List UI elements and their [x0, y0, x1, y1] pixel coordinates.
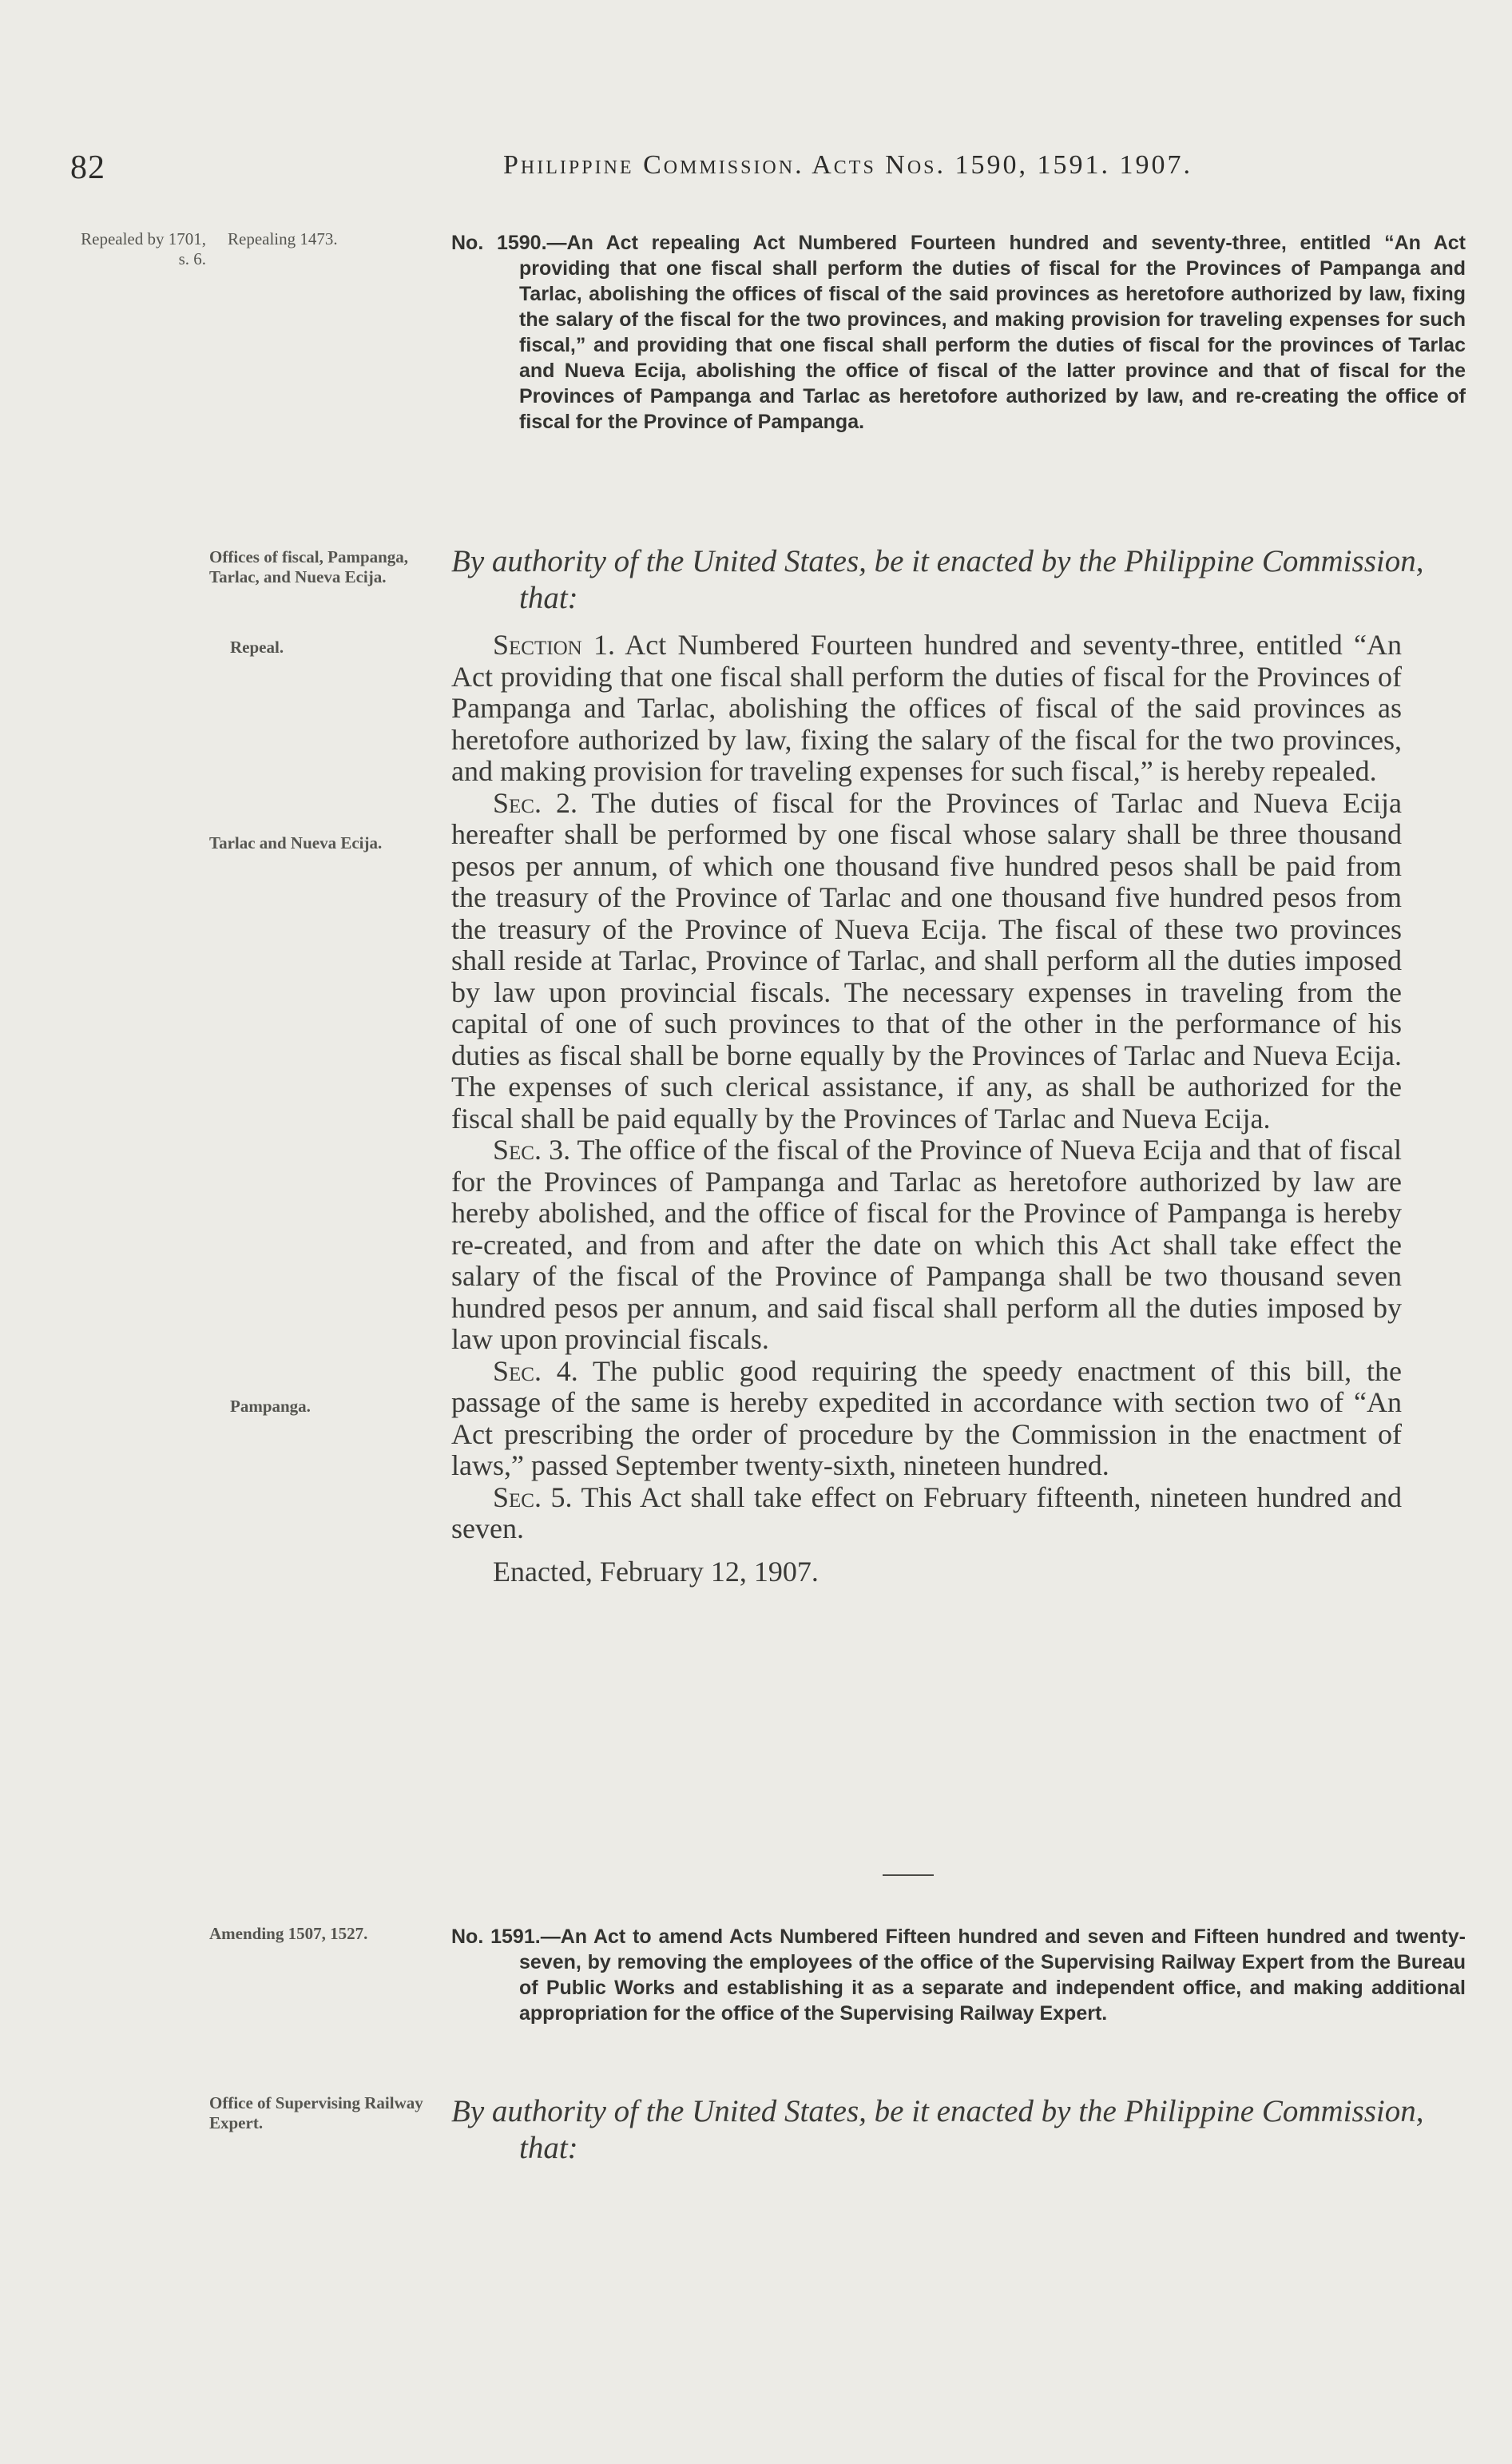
act-1591-number: No. 1591. [451, 1925, 541, 1948]
margin-note-repealed: Repealed by 1701, s. 6. [81, 229, 206, 268]
section-3 [451, 1135, 1402, 1356]
act-1590-title: —An Act repealing Act Numbered Fourteen hundred and seventy-three, entitled “An Act providing that one fiscal shall perform the duties of fiscal for the Provinces of Pampanga and Tarlac, abolishing the offices of fiscal of the said provinces as heretofore authorized by law, fixing the salary of the fiscal for the two provinces, and making provision for traveling expenses for such fiscal,” and providing that one fiscal shall perform the duties of fiscal for the provinces of Tarlac and Nueva Ecija, abolishing the office of fiscal of the latter province and that of fiscal for the Provinces of Pampanga and Tarlac as heretofore authorized by law, and re-creating the office of fiscal for the Province of Pampanga. [519, 232, 1466, 433]
section-2-text: The duties of fiscal for the Provinces of Tarlac and Nueva Ecija hereafter shall be performed by one fiscal whose salary shall be three thousand pesos per annum, of which one thousand five hundred pesos shall be paid from the treasury of the Province of Tarlac and one thousand five hundred pesos from the treasury of the Province of Nueva Ecija. The fiscal of these two provinces shall reside at Tarlac, Province of Tarlac, and shall perform all the duties imposed by law upon provincial fiscals. The necessary expenses in traveling from the capital of one of such provinces to that of the other in the performance of his duties as fiscal shall be borne equally by the Provinces of Tarlac and Nueva Ecija. The expenses of such clerical assistance, if any, as shall be authorized for the fiscal shall be paid equally by the Provinces of Tarlac and Nueva Ecija. [451, 786, 1402, 1135]
section-4 [451, 1356, 1402, 1482]
running-head: Philippine Commission. Acts Nos. 1590, 1591. 1907. [503, 150, 1193, 180]
enacted-date: Enacted, February 12, 1907. [493, 1555, 819, 1588]
margin-note-office-supervising: Office of Supervising Railway Expert. [209, 2093, 423, 2132]
act-1591-enacting-clause: By authority of the United States, be it enacted by the Philippine Commission, that: [451, 2094, 1424, 2165]
margin-note-amending: Amending 1507, 1527. [209, 1924, 368, 1943]
margin-note-repealing: Repealing 1473. [228, 229, 338, 248]
section-1 [451, 630, 1402, 788]
margin-note-offices-fiscal: Offices of fiscal, Pampanga, Tarlac, and Nueva Ecija. [209, 547, 409, 586]
section-5-label: Sec. 5. [493, 1480, 573, 1513]
act-1590-body [451, 630, 1402, 1588]
section-4-text: The public good requiring the speedy enactment of this bill, the passage of the same is hereby expedited in accordance with section two of “An Act prescribing the order of procedure by the Commission in the enactment of laws,” passed September twenty-sixth, nineteen hundred. [451, 1354, 1402, 1481]
act-1590-enacting-clause: By authority of the United States, be it enacted by the Philippine Commission, that: [451, 544, 1424, 615]
act-1590-heading [451, 230, 1466, 435]
act-1591-heading [451, 1924, 1466, 2026]
page-number: 82 [70, 149, 105, 186]
margin-note-repeal: Repeal. [230, 638, 284, 657]
section-divider [883, 1874, 934, 1876]
section-1-label: Section 1. [493, 629, 615, 661]
section-5-text: This Act shall take effect on February fifteenth, nineteen hundred and seven. [451, 1480, 1402, 1544]
section-1-text: Act Numbered Fourteen hundred and seventy-three, entitled “An Act providing that one fiscal shall perform the duties of fiscal for the Provinces of Pampanga and Tarlac, abolishing the offices of fiscal of the said provinces as heretofore authorized by law, fixing the salary of the fiscal for the two provinces, and making provision for traveling expenses for such fiscal,” is hereby repealed. [451, 629, 1402, 787]
section-3-text: The office of the fiscal of the Province of Nueva Ecija and that of fiscal for the Provinces of Pampanga and Tarlac as heretofore authorized by law are hereby abolished, and the office of fiscal for the Province of Pampanga is hereby re-created, and from and after the date on which this Act shall take effect the salary of the fiscal of the Province of Pampanga shall be two thousand seven hundred pesos per annum, and said fiscal shall perform all the duties imposed by law upon provincial fiscals. [451, 1134, 1402, 1355]
margin-note-tarlac-nueva-ecija: Tarlac and Nueva Ecija. [209, 833, 383, 852]
section-2 [451, 788, 1402, 1135]
act-1590-number: No. 1590. [451, 232, 547, 254]
margin-note-pampanga: Pampanga. [230, 1397, 311, 1416]
section-4-label: Sec. 4. [493, 1354, 578, 1387]
section-5 [451, 1482, 1402, 1545]
act-1591-title: —An Act to amend Acts Numbered Fifteen hundred and seven and Fifteen hundred and twenty-seven, by removing the employees of the office of the Supervising Railway Expert from the Bureau of Public Works and establishing it as a separate and independent office, and making additional appropriation for the office of the Supervising Railway Expert. [519, 1925, 1466, 2025]
section-2-label: Sec. 2. [493, 786, 577, 819]
section-3-label: Sec. 3. [493, 1134, 571, 1166]
